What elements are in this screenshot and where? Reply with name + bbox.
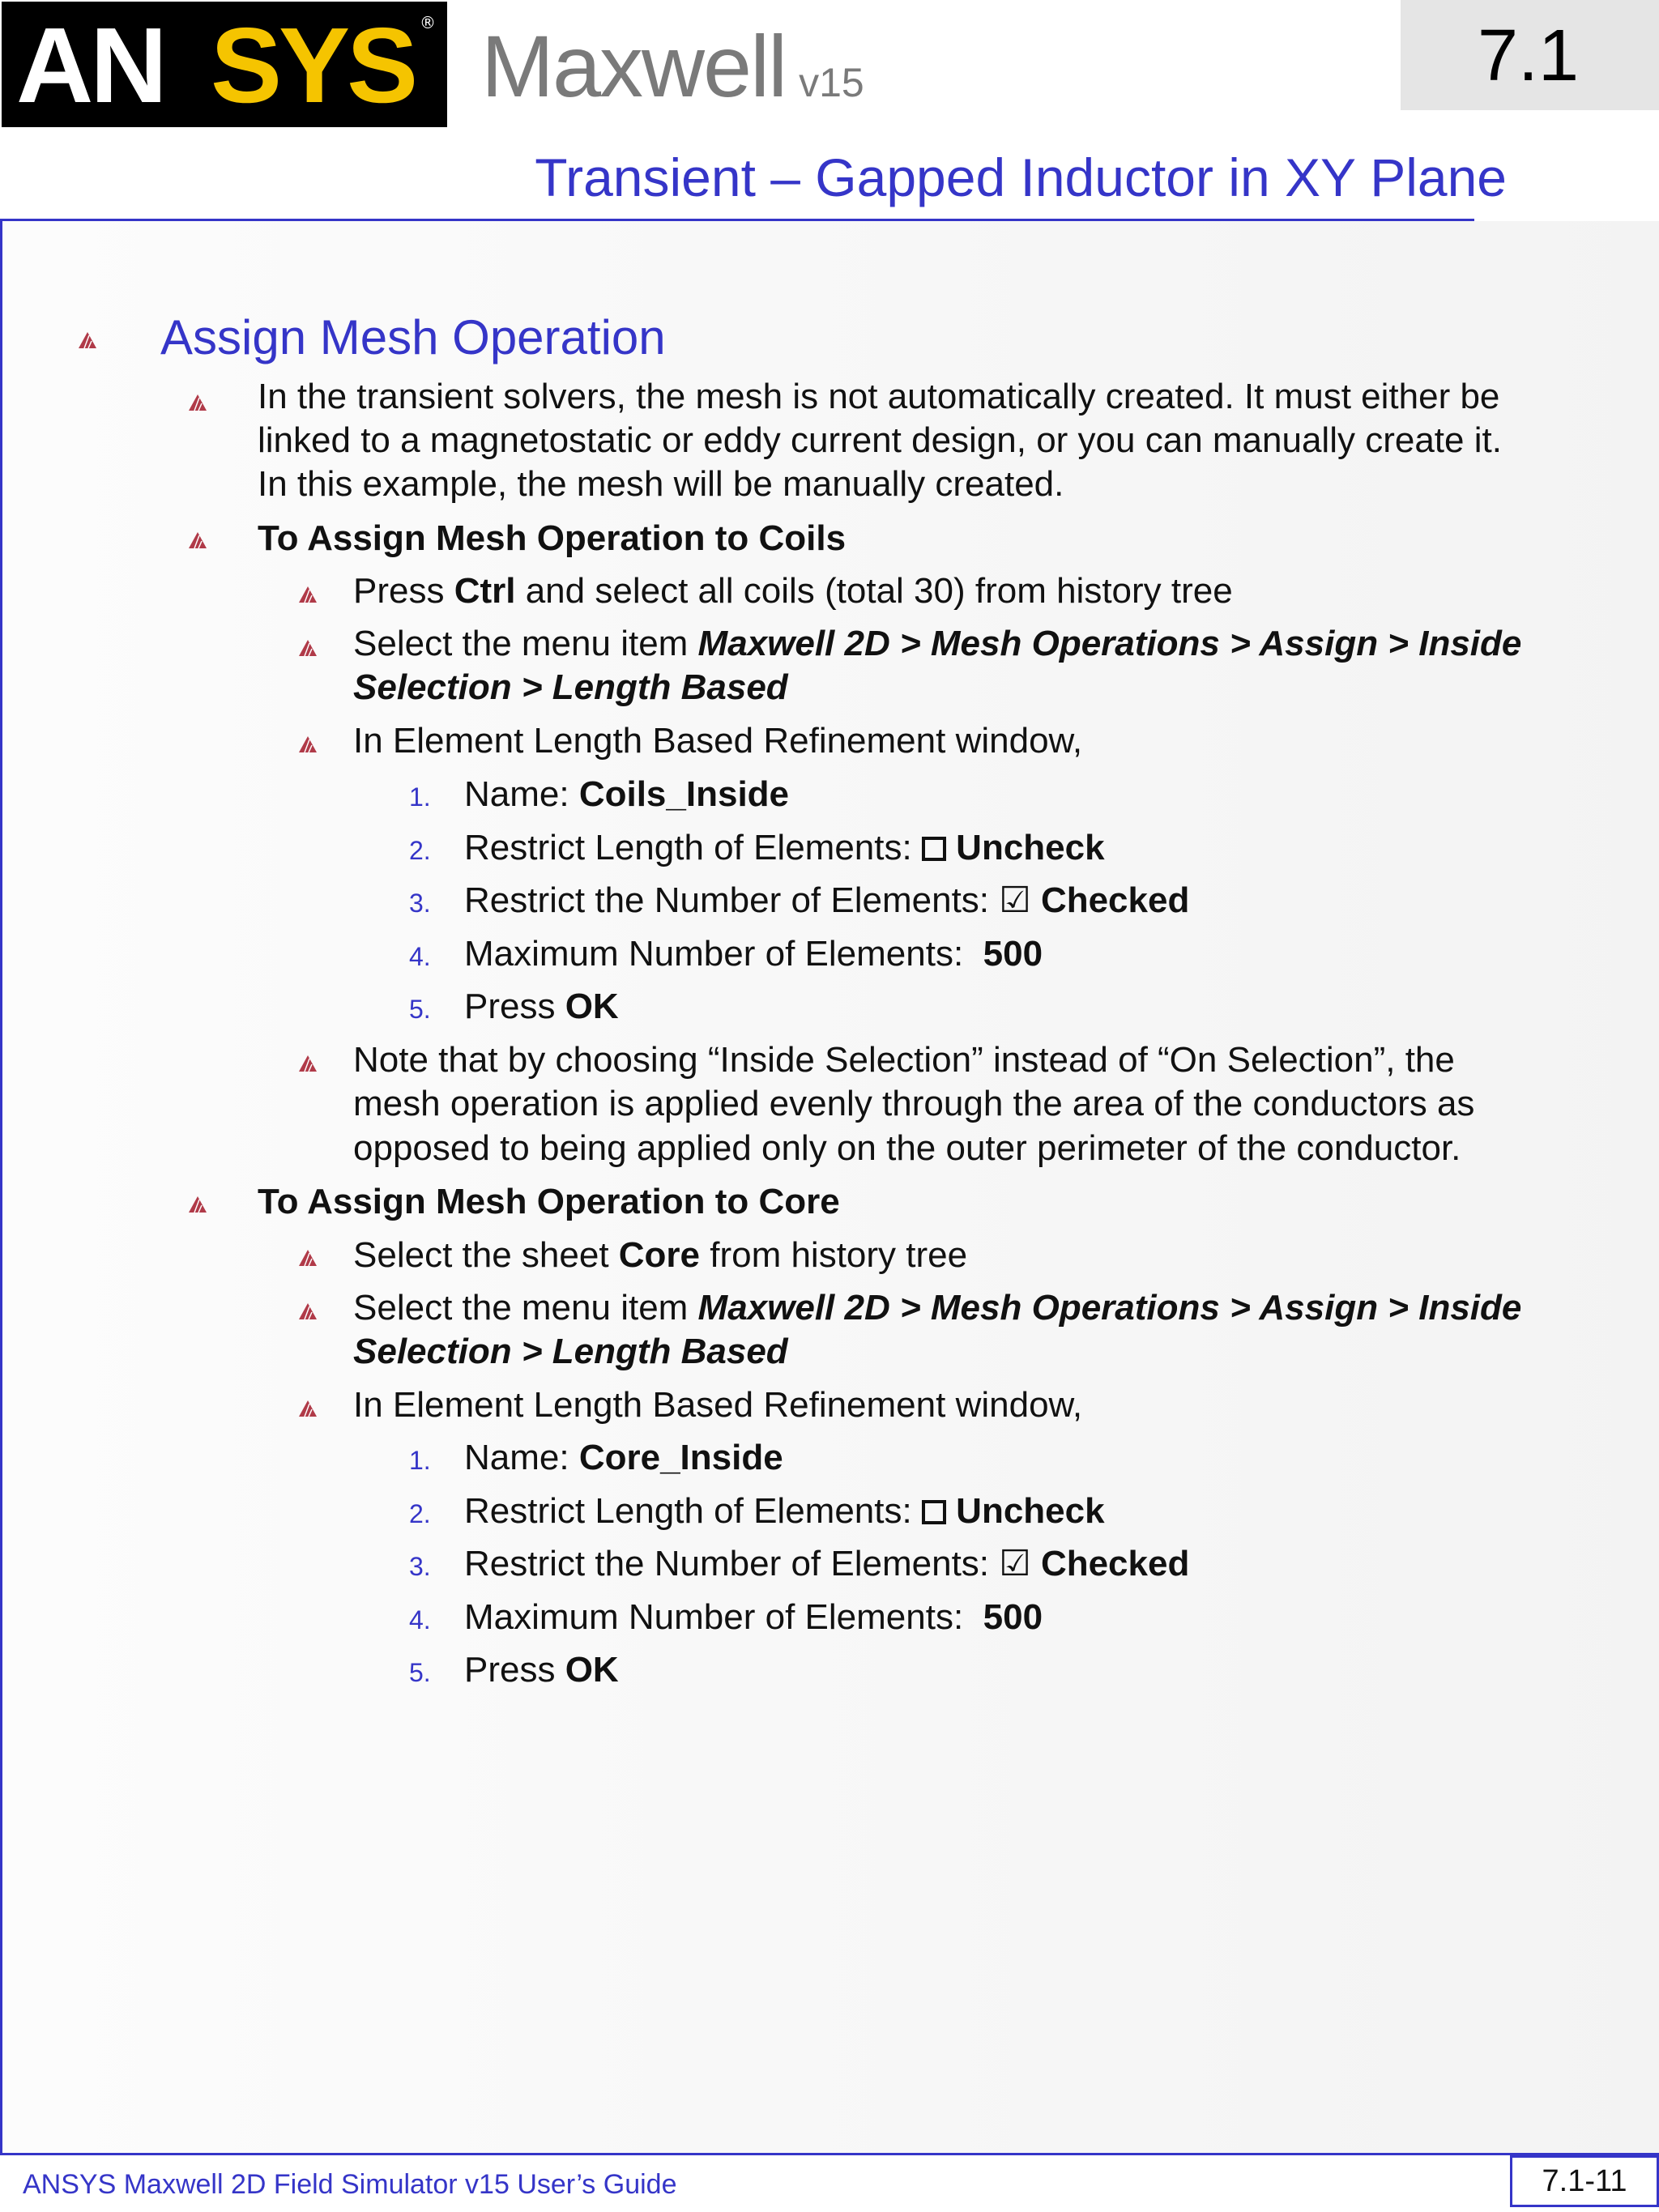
footer-guide-title: ANSYS Maxwell 2D Field Simulator v15 User’s Guide	[23, 2169, 677, 2200]
logo-text-an: AN	[16, 6, 164, 125]
unchecked-box-icon	[922, 837, 946, 861]
core-select-line: Select the sheet Core from history tree	[353, 1235, 968, 1275]
bullet-icon	[298, 1054, 318, 1073]
coils-heading: To Assign Mesh Operation to Coils	[258, 518, 847, 558]
coils-step-name: Name: Coils_Inside	[464, 774, 790, 814]
bullet-icon	[298, 638, 318, 658]
coils-menu-line: Select the menu item Maxwell 2D > Mesh Operations > Assign > Inside	[353, 624, 1522, 663]
core-window-line: In Element Length Based Refinement window,	[353, 1385, 1083, 1425]
unchecked-box-icon	[922, 1500, 946, 1524]
bullet-icon	[78, 330, 97, 350]
step-number: 4.	[409, 942, 431, 971]
page-number-box	[1510, 2155, 1659, 2207]
chapter-box	[1401, 0, 1659, 110]
step-number: 5.	[409, 1658, 431, 1687]
step-number: 1.	[409, 782, 431, 812]
core-menu-line: Select the menu item Maxwell 2D > Mesh Operations > Assign > Inside	[353, 1288, 1522, 1328]
page-number: 7.1-11	[1542, 2164, 1627, 2198]
checked-box-icon: ☑	[999, 1544, 1031, 1583]
core-step-press-ok: Press OK	[464, 1650, 619, 1690]
coils-menu-line-2: Selection > Length Based	[353, 667, 788, 707]
note-line: mesh operation is applied evenly through the area of the conductors as	[353, 1084, 1475, 1123]
bullet-icon	[298, 1302, 318, 1321]
bullet-icon	[188, 393, 207, 412]
intro-line: In the transient solvers, the mesh is not automatically created. It must either be	[258, 377, 1500, 416]
bullet-icon	[298, 1248, 318, 1268]
ansys-logo	[2, 2, 447, 127]
step-number: 1.	[409, 1446, 431, 1475]
step-number: 5.	[409, 995, 431, 1024]
bullet-icon	[188, 531, 207, 550]
bullet-icon	[298, 1399, 318, 1418]
core-step-max-number: Maximum Number of Elements: 500	[464, 1597, 1043, 1637]
coils-step-restrict-length: Restrict Length of Elements: Uncheck	[464, 828, 1105, 867]
chapter-number: 7.1	[1478, 15, 1580, 96]
step-number: 3.	[409, 889, 431, 918]
step-number: 2.	[409, 836, 431, 865]
checked-box-icon: ☑	[999, 880, 1031, 920]
core-step-restrict-length: Restrict Length of Elements: Uncheck	[464, 1491, 1105, 1531]
intro-line: In this example, the mesh will be manually created.	[258, 464, 1064, 504]
coils-step-restrict-number: Restrict the Number of Elements: ☑ Checked	[464, 880, 1190, 920]
core-heading: To Assign Mesh Operation to Core	[258, 1182, 840, 1221]
coils-window-line: In Element Length Based Refinement window,	[353, 721, 1083, 761]
product-version: v15	[799, 60, 864, 105]
bullet-icon	[298, 585, 318, 604]
product-title	[481, 18, 864, 115]
bullet-icon	[298, 735, 318, 754]
core-step-name: Name: Core_Inside	[464, 1438, 783, 1477]
logo-text-sys: SYS	[211, 6, 416, 125]
bullet-icon	[188, 1195, 207, 1214]
coils-step-max-number: Maximum Number of Elements: 500	[464, 934, 1043, 974]
core-menu-line-2: Selection > Length Based	[353, 1332, 788, 1371]
coils-press-line: Press Ctrl and select all coils (total 30) from history tree	[353, 571, 1233, 611]
section-heading: Assign Mesh Operation	[160, 310, 666, 364]
step-number: 2.	[409, 1499, 431, 1528]
note-line: Note that by choosing “Inside Selection” instead of “On Selection”, the	[353, 1040, 1455, 1080]
step-number: 3.	[409, 1552, 431, 1581]
footer-divider	[0, 2153, 1659, 2155]
intro-line: linked to a magnetostatic or eddy current design, or you can manually create it.	[258, 420, 1502, 460]
note-line: opposed to being applied only on the outer perimeter of the conductor.	[353, 1128, 1461, 1168]
product-name: Maxwell	[481, 17, 787, 115]
registered-mark: ®	[420, 13, 436, 32]
slide-title: Transient – Gapped Inductor in XY Plane	[535, 147, 1507, 207]
coils-step-press-ok: Press OK	[464, 987, 619, 1026]
step-number: 4.	[409, 1605, 431, 1634]
core-step-restrict-number: Restrict the Number of Elements: ☑ Checked	[464, 1544, 1190, 1583]
